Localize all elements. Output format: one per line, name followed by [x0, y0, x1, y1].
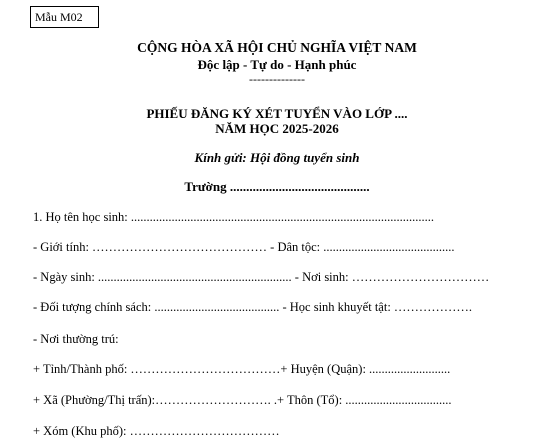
province-district-field: + Tỉnh/Thành phố: ………………………………+ Huyện (Quận): ..........................: [33, 362, 451, 376]
hamlet-field: + Xóm (Khu phố): ………………………………: [33, 424, 280, 438]
form-title: PHIẾU ĐĂNG KÝ XÉT TUYỂN VÀO LỚP ....: [146, 106, 408, 121]
header-divider: --------------: [249, 72, 305, 86]
national-motto: Độc lập - Tự do - Hạnh phúc: [197, 57, 357, 72]
gender-ethnicity-field: - Giới tính: …………………………………… - Dân tộc: ..........................................: [33, 240, 455, 254]
full-name-field: 1. Họ tên học sinh: .................................................................................................: [33, 210, 435, 224]
birth-field: - Ngày sinh: .............................................................. - Nơi sinh: ……………………………: [33, 270, 490, 284]
school-year: NĂM HỌC 2025-2026: [215, 121, 339, 136]
policy-disability-field: - Đối tượng chính sách: ........................................ - Học sinh khuyết tật: ……………….: [33, 300, 473, 314]
residence-label: - Nơi thường trú:: [33, 332, 119, 346]
recipient-line: Kính gửi: Hội đồng tuyển sinh: [194, 150, 360, 165]
commune-village-field: + Xã (Phường/Thị trấn):………………………. .+ Thôn (Tổ): ..................................: [33, 393, 452, 407]
school-line: Trường ...........................................: [184, 179, 370, 194]
national-title: CỘNG HÒA XÃ HỘI CHỦ NGHĨA VIỆT NAM: [137, 40, 417, 55]
form-code-label: Mẫu M02: [30, 6, 99, 28]
